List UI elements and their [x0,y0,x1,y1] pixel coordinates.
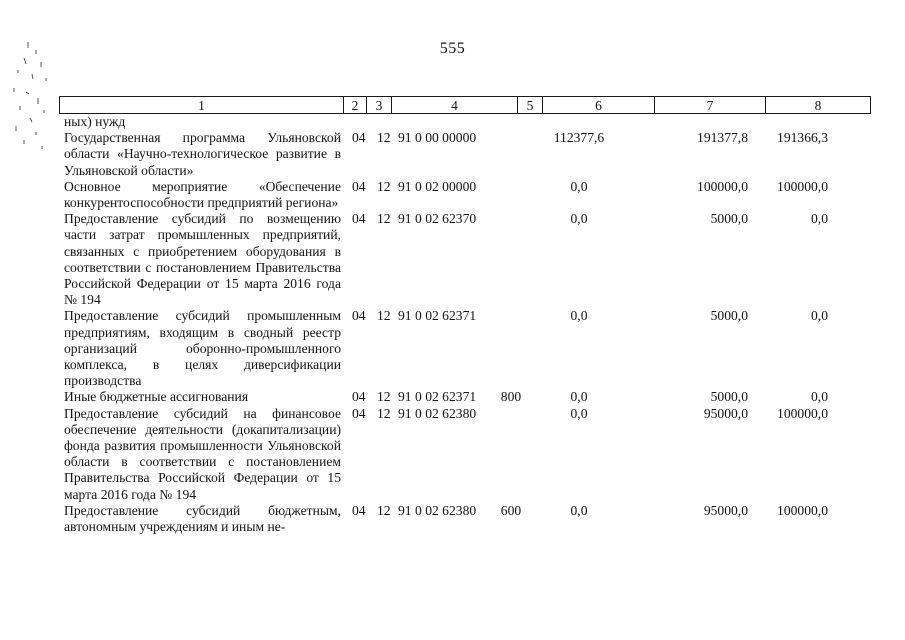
budget-table-body [0,114,905,535]
cell-subsection: 12 [377,308,391,324]
cell-section: 04 [352,502,366,518]
cell-target-code: 91 0 02 62371 [398,389,477,405]
cell-target-code: 91 0 02 62371 [398,308,477,324]
table-row [0,389,905,405]
cell-section: 04 [352,178,366,194]
row-name: Государственная программа Ульяновской области «Научно-технологическое развитие в Ульяновской области» [64,130,341,178]
row-name: Предоставление субсидий промышленным предприятиям, входящим в сводный реестр организаций оборонно-промышленного комплекса, в целях диверсификации производства [64,308,341,389]
page-number: 555 [439,40,466,57]
table-row [0,308,905,389]
column-header-4: 4 [392,97,518,114]
cell-amount-6: 0,0 [570,211,588,227]
cell-amount-7: 191377,8 [697,130,748,146]
table-row [0,130,905,179]
cell-amount-6: 0,0 [570,308,588,324]
cell-subsection: 12 [377,502,391,518]
cell-amount-7: 5000,0 [710,389,748,405]
table-row [0,114,905,130]
cell-amount-8: 0,0 [811,308,828,324]
row-name: Предоставление субсидий на финансовое обеспечение деятельности (докапитализации) фонда развития промышленности Ульяновской области в соответствии с постановлением Правительства Российской Федерации от 15 марта 2016 года № 194 [64,405,341,502]
cell-section: 04 [352,211,366,227]
cell-amount-6: 0,0 [570,178,588,194]
cell-target-code: 91 0 02 62380 [398,405,477,421]
cell-amount-7: 5000,0 [710,308,748,324]
cell-amount-7: 5000,0 [710,211,748,227]
row-name: Предоставление субсидий бюджетным, автономным учреждениям и иным не- [64,502,341,535]
column-header-2: 2 [344,97,367,114]
cell-subsection: 12 [377,405,391,421]
cell-section: 04 [352,389,366,405]
column-header-8: 8 [766,97,871,114]
row-name: ных) нужд [64,114,126,129]
column-header-3: 3 [367,97,392,114]
cell-amount-8: 0,0 [811,211,828,227]
cell-amount-8: 0,0 [811,389,828,405]
table-row [0,211,905,308]
cell-amount-8: 100000,0 [777,405,828,421]
table-row [0,503,905,535]
cell-amount-6: 112377,6 [553,130,605,146]
cell-target-code: 91 0 02 00000 [398,178,477,194]
cell-amount-8: 100000,0 [777,502,828,518]
row-name: Предоставление субсидий по возмещению части затрат промышленных предприятий, связанных с приобретением оборудования в соответствии с постановлением Правительства Российской Федерации от 15 марта 2016 года № 194 [64,211,341,308]
table-row [0,179,905,211]
column-header-7: 7 [655,97,766,114]
cell-target-code: 91 0 02 62380 [398,502,477,518]
cell-subsection: 12 [377,178,391,194]
cell-section: 04 [352,130,366,146]
cell-expense-type: 600 [500,502,522,518]
column-header-5: 5 [518,97,543,114]
cell-amount-6: 0,0 [570,502,588,518]
column-header-row [59,96,871,114]
cell-amount-7: 95000,0 [703,405,748,421]
cell-expense-type: 800 [500,389,522,405]
column-header-1: 1 [60,97,344,114]
column-header-6: 6 [543,97,655,114]
row-name: Основное мероприятие «Обеспечение конкурентоспособности предприятий региона» [64,178,341,211]
row-name: Иные бюджетные ассигнования [64,389,249,405]
cell-section: 04 [352,308,366,324]
cell-target-code: 91 0 02 62370 [398,211,477,227]
cell-section: 04 [352,405,366,421]
cell-subsection: 12 [377,211,391,227]
cell-amount-6: 0,0 [570,389,588,405]
cell-subsection: 12 [377,130,391,146]
table-row [0,406,905,503]
cell-target-code: 91 0 00 00000 [398,130,477,146]
cell-amount-8: 100000,0 [777,178,828,194]
cell-amount-7: 95000,0 [703,502,748,518]
cell-amount-8: 191366,3 [777,130,828,146]
cell-amount-6: 0,0 [570,405,588,421]
cell-subsection: 12 [377,389,391,405]
cell-amount-7: 100000,0 [697,178,748,194]
